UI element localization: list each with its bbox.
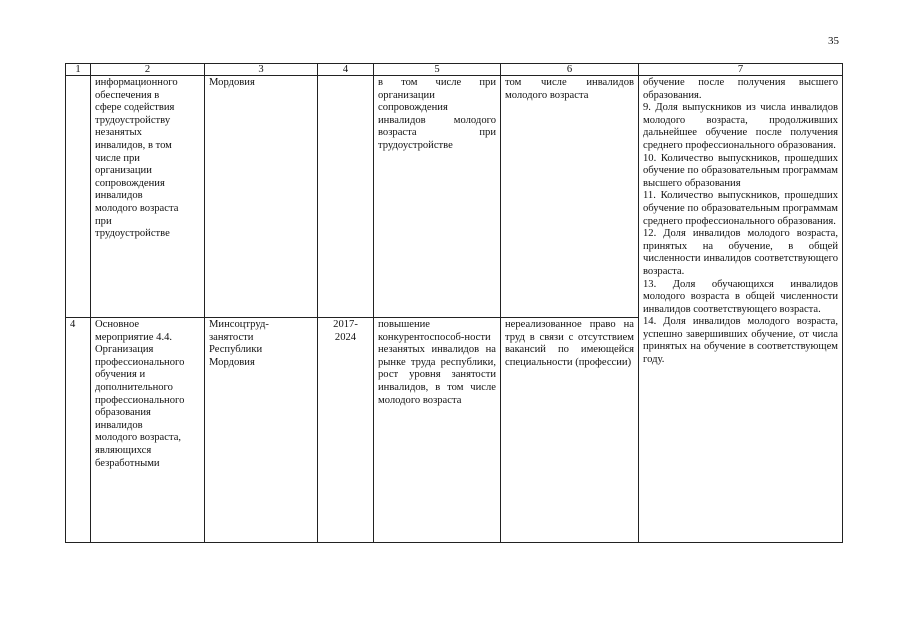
header-col-2: 2 [91, 64, 205, 76]
header-col-6: 6 [501, 64, 639, 76]
executor-cell: Минсоцтруд- занятости Республики Мордовия [205, 318, 318, 543]
indicators-cell [639, 76, 843, 543]
indicator-item: 10. Количество выпускников, прошедших обучение по образовательным программам высшего образования [643, 152, 838, 189]
consequences-cell: нереализованное право на труд в связи с отсутствием вакансий по имеющейся специальности (профессии) [501, 318, 639, 543]
consequences-cell: том числе инвалидов молодого возраста [501, 76, 639, 318]
header-col-5: 5 [374, 64, 501, 76]
period-cell [318, 76, 374, 318]
header-col-4: 4 [318, 64, 374, 76]
header-col-3: 3 [205, 64, 318, 76]
indicator-item: обучение после получения высшего образования. [643, 77, 838, 101]
row-number-cell: 4 [66, 318, 91, 543]
header-row [66, 64, 843, 76]
page-number: 35 [828, 35, 839, 47]
activity-name-cell: Основное мероприятие 4.4. Организация профессионального обучения и дополнительного профессионального образования инвалидов молодого возраста, являющихся безработными [91, 318, 205, 543]
expected-result-cell: в том числе при организации сопровождения инвалидов молодого возраста при трудоустройстве [374, 76, 501, 318]
table-row [66, 76, 843, 318]
header-col-7: 7 [639, 64, 843, 76]
expected-result-cell: повышение конкурентоспособ-ности незанятых инвалидов на рынке труда республики, рост уровня занятости инвалидов, в том числе молодого возраста [374, 318, 501, 543]
executor-cell: Мордовия [205, 76, 318, 318]
indicator-item: 11. Количество выпускников, прошедших обучение по образовательным программам среднего профессионального образования. [643, 190, 838, 227]
period-cell: 2017- 2024 [318, 318, 374, 543]
program-table [65, 63, 843, 543]
activity-name-cell: информационного обеспечения в сфере содействия трудоустройству незанятых инвалидов, в том числе при организации сопровождения инвалидов молодого возраста при трудоустройстве [91, 76, 205, 318]
indicator-item: 9. Доля выпускников из числа инвалидов молодого возраста, продолживших дальнейшее обучение после получения среднего профессионального образования. [643, 102, 838, 151]
indicator-item: 14. Доля инвалидов молодого возраста, успешно завершивших обучение, от числа принятых на обучение в соответствующем году. [643, 316, 838, 366]
indicator-item: 13. Доля обучающихся инвалидов молодого возраста в общей численности инвалидов соответствующего возраста. [643, 278, 838, 315]
row-number-cell [66, 76, 91, 318]
indicator-item: 12. Доля инвалидов молодого возраста, принятых на обучение, в общей численности инвалидов соответствующего возраста. [643, 228, 838, 277]
header-col-1: 1 [66, 64, 91, 76]
